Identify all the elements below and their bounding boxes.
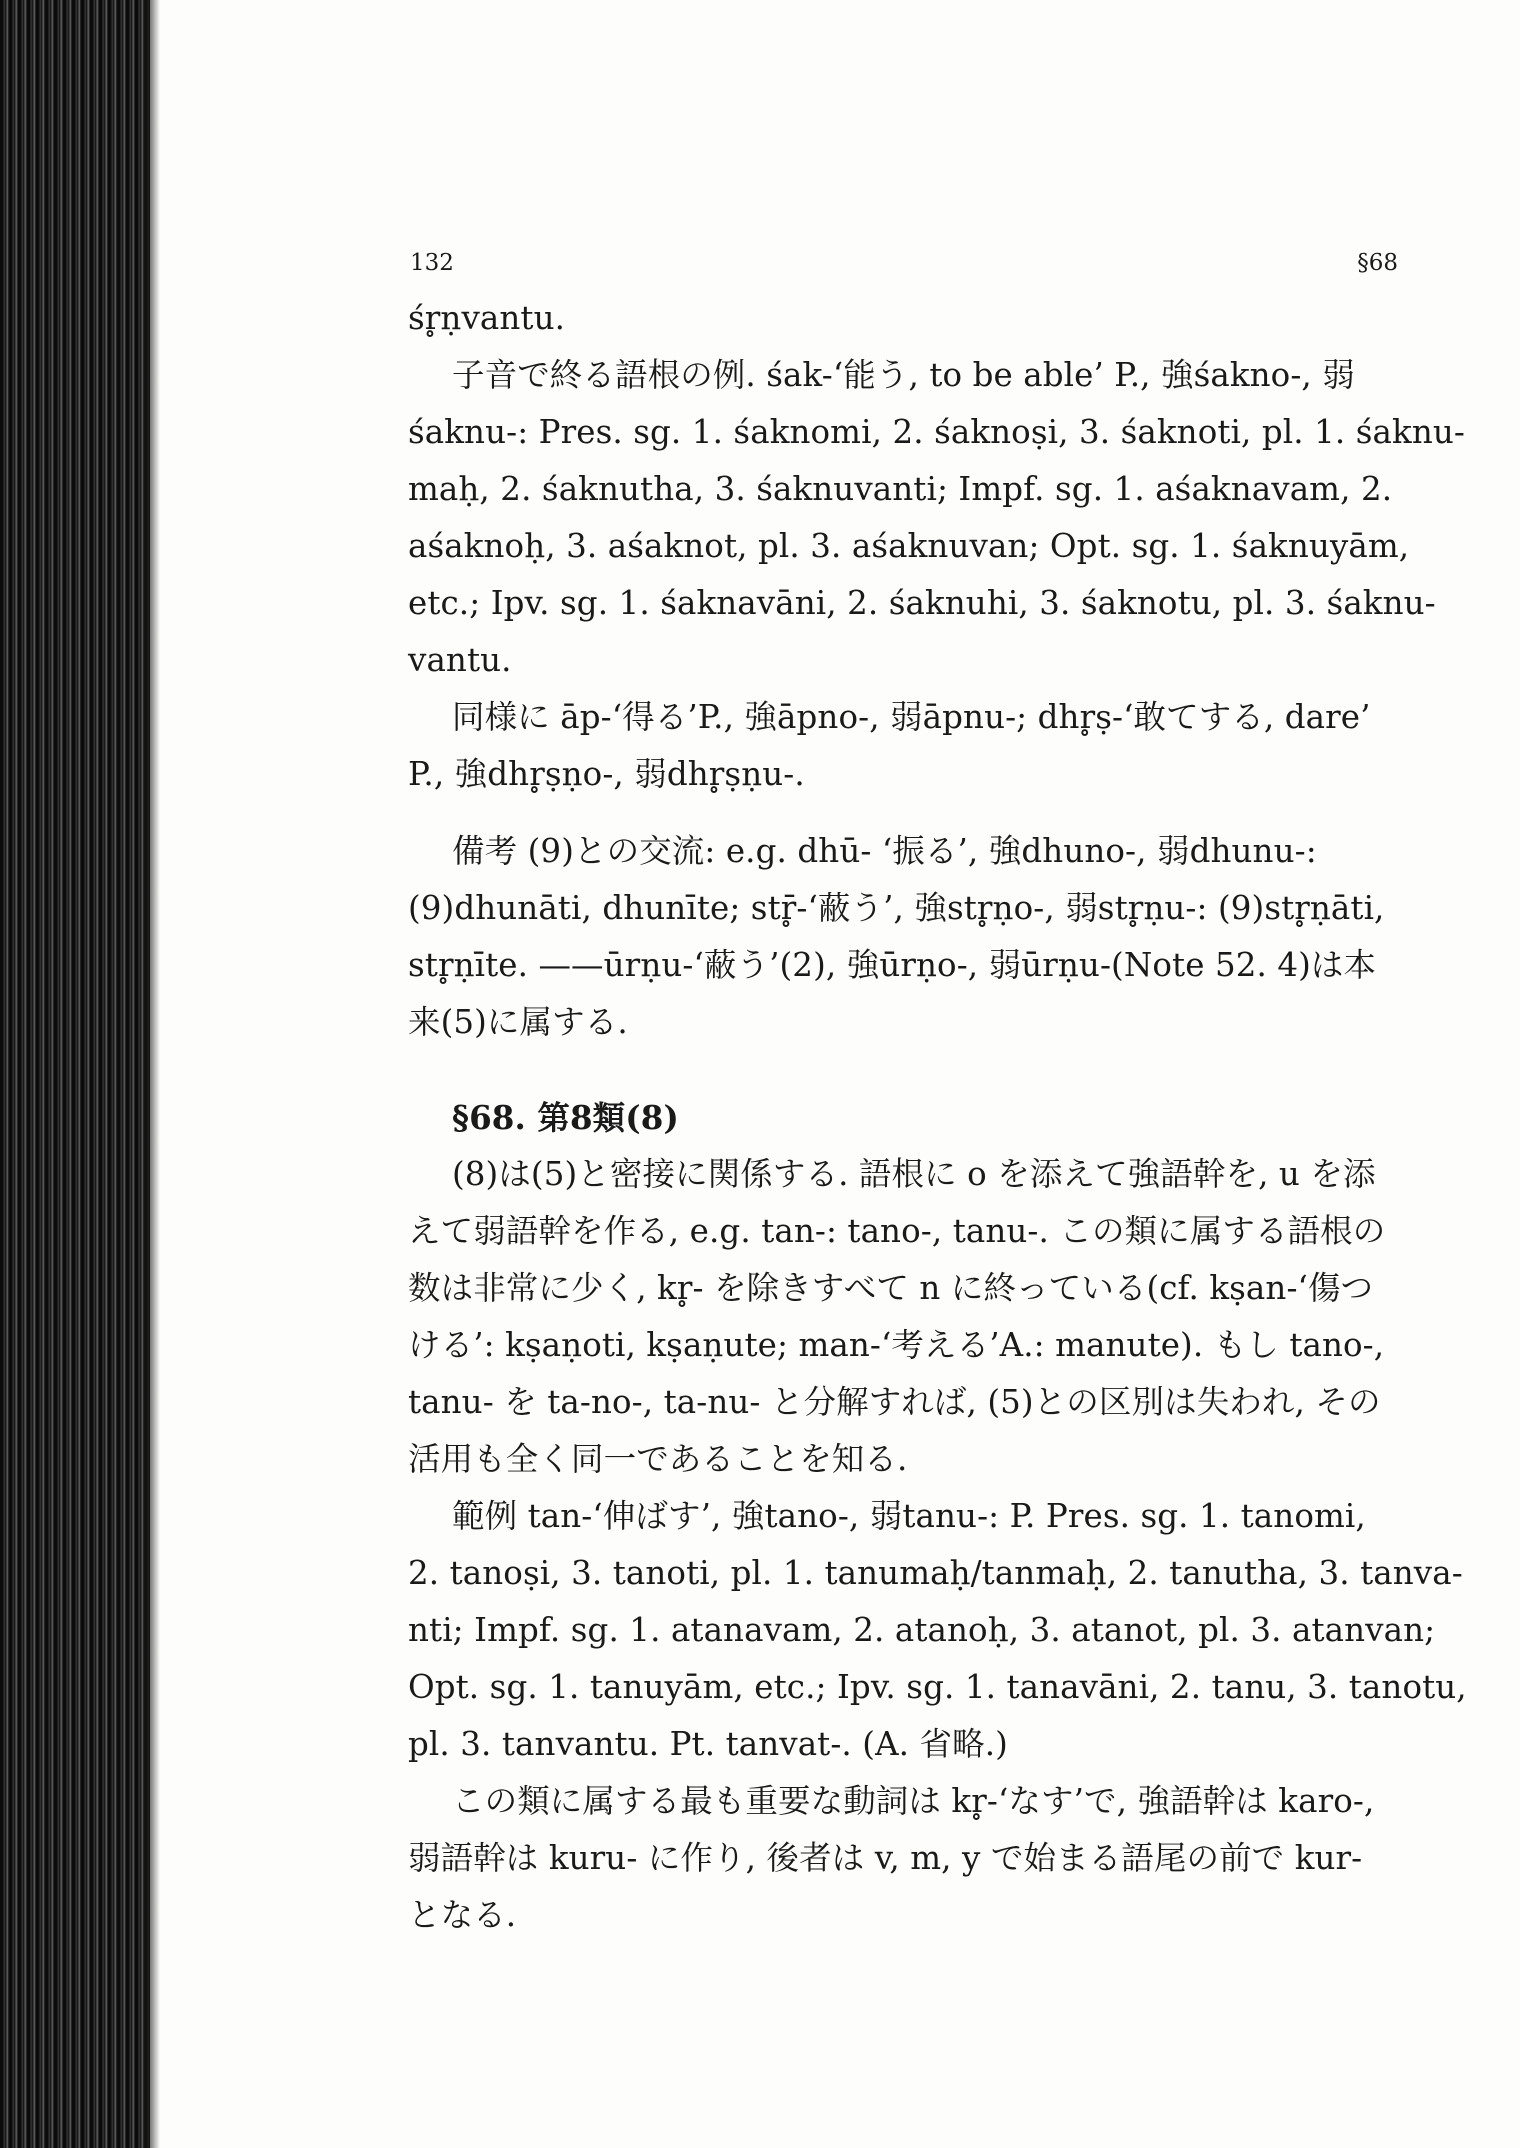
text-line: 活用も全く同一であることを知る. <box>408 1440 908 1478</box>
text-line: pl. 3. tanvantu. Pt. tanvat-. (A. 省略.) <box>408 1725 1008 1763</box>
page <box>408 250 1467 1944</box>
text-line: 数は非常に少く, kr̥- を除きすべて n に終っている(cf. kṣan-‘傷つ <box>408 1269 1374 1307</box>
text-line: P., 強dhr̥ṣṇo-, 弱dhr̥ṣṇu-. <box>408 755 805 793</box>
text-line: (9)dhunāti, dhunīte; str̥̄-‘蔽う’, 強str̥ṇo-, 弱str̥ṇu-: (9)str̥ṇāti, <box>408 889 1385 927</box>
text-line: 弱語幹は kuru- に作り, 後者は v, m, y で始まる語尾の前で kur- <box>408 1839 1363 1877</box>
text-line: えて弱語幹を作る, e.g. tan-: tano-, tanu-. この類に属する語根の <box>408 1212 1386 1250</box>
text-line: (8)は(5)と密接に関係する. 語根に o を添えて強語幹を, u を添 <box>452 1155 1376 1193</box>
text-line: 2. tanoṣi, 3. tanoti, pl. 1. tanumaḥ/tanmaḥ, 2. tanutha, 3. tanva- <box>408 1554 1463 1592</box>
text-line: 同様に āp-‘得る’P., 強āpno-, 弱āpnu-; dhr̥ṣ-‘敢てする, dare’ <box>452 698 1371 736</box>
text-line: vantu. <box>408 641 512 679</box>
section-reference: §68 <box>1357 250 1398 276</box>
text-line: śr̥ṇvantu. <box>408 299 566 337</box>
text-line: 来(5)に属する. <box>408 1003 628 1041</box>
text-line: 範例 tan-‘伸ばす’, 強tano-, 弱tanu-: P. Pres. sg. 1. tanomi, <box>452 1497 1366 1535</box>
text-line: tanu- を ta-no-, ta-nu- と分解すれば, (5)との区別は失われ, その <box>408 1383 1381 1421</box>
page-number: 132 <box>410 250 454 276</box>
text-line: maḥ, 2. śaknutha, 3. śaknuvanti; Impf. sg. 1. aśaknavam, 2. <box>408 470 1393 508</box>
text-line: etc.; Ipv. sg. 1. śaknavāni, 2. śaknuhi, 3. śaknotu, pl. 3. śaknu- <box>408 584 1436 622</box>
text-line: 子音で終る語根の例. śak-‘能う, to be able’ P., 強śakno-, 弱 <box>452 356 1355 394</box>
text-line: śaknu-: Pres. sg. 1. śaknomi, 2. śaknoṣi, 3. śaknoti, pl. 1. śaknu- <box>408 413 1465 451</box>
text-line: この類に属する最も重要な動詞は kr̥-‘なす’で, 強語幹は karo-, <box>452 1782 1375 1820</box>
text-line: nti; Impf. sg. 1. atanavam, 2. atanoḥ, 3. atanot, pl. 3. atanvan; <box>408 1611 1436 1649</box>
page-header <box>408 250 1398 290</box>
text-line: 備考 (9)との交流: e.g. dhū- ‘振る’, 強dhuno-, 弱dhunu-: <box>452 832 1317 870</box>
section-heading: §68. 第8類(8) <box>452 1098 679 1137</box>
text-line: aśaknoḥ, 3. aśaknot, pl. 3. aśaknuvan; Opt. sg. 1. śaknuyām, <box>408 527 1410 565</box>
text-line: ける’: kṣaṇoti, kṣaṇute; man-‘考える’A.: manute). もし tano-, <box>408 1326 1385 1364</box>
book-spine-shadow <box>0 0 150 2148</box>
text-line: となる. <box>408 1896 517 1934</box>
text-line: str̥ṇīte. ——ūrṇu-‘蔽う’(2), 強ūrṇo-, 弱ūrṇu-(Note 52. 4)は本 <box>408 946 1377 984</box>
text-line: Opt. sg. 1. tanuyām, etc.; Ipv. sg. 1. tanavāni, 2. tanu, 3. tanotu, <box>408 1668 1467 1706</box>
body-text <box>408 290 1467 1944</box>
